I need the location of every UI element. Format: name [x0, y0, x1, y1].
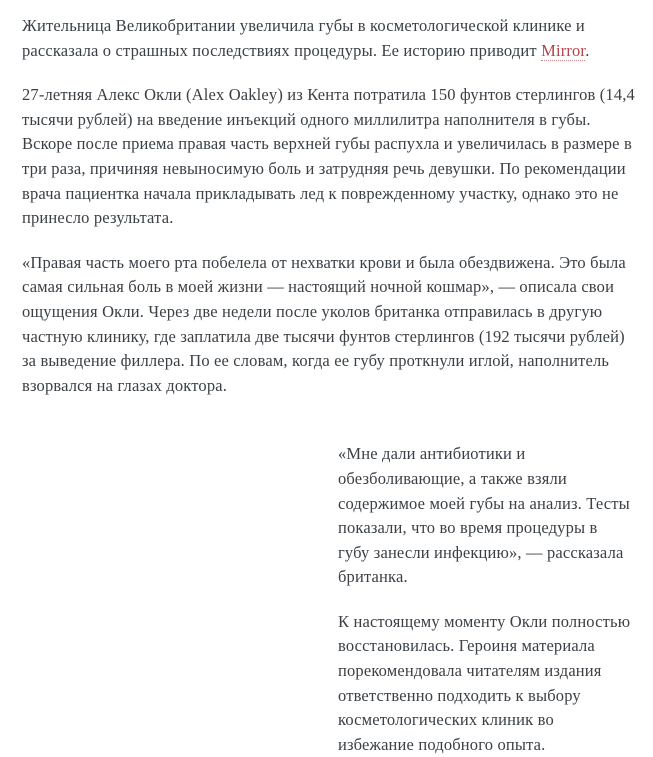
paragraph-body-2: «Правая часть моего рта побелела от нехватки крови и была обездвижена. Это была самая сильная боль в моей жизни — настоящий ночной кошмар», — описала свои ощущения Окли. Через две недели после уколов британка отправилась в другую частную клинику, где заплатила две тысячи фунтов стерлингов (192 тысячи рублей) за выведение филлера. По ее словам, когда ее губу проткнули иглой, наполнитель взорвался на глазах доктора. [22, 252, 626, 395]
lede-text-before-link: Жительница Великобритании увеличила губы в косметологической клинике и рассказала о страшных последствиях процедуры. Ее историю приводит [22, 16, 585, 60]
quote-block [338, 442, 632, 757]
quote-block-spacer [22, 418, 635, 442]
paragraph-quote-1: «Мне дали антибиотики и обезболивающие, а также взяли содержимое моей губы на анализ. Тесты показали, что во время процедуры в губу занесли инфекцию», — рассказала британка. [338, 444, 630, 587]
paragraph-quote-2: К настоящему моменту Окли полностью восстановилась. Героиня материала порекомендовала читателям издания ответственно подходить к выбору косметологических клиник во избежание подобного опыта. [338, 611, 631, 754]
paragraph-lede [22, 14, 636, 63]
source-link-mirror[interactable]: Mirror [541, 40, 586, 60]
lede-text-after-link: . [585, 40, 590, 60]
paragraph-body-1: 27-летняя Алекс Окли (Alex Oakley) из Кента потратила 150 фунтов стерлингов (14,4 тысячи рублей) на введение инъекций одного миллилитра наполнителя в губы. Вскоре после приема правая часть верхней губы распухла и увеличилась в размере в три раза, причиняя невыносимую боль и затрудняя речь девушки. По рекомендации врача пациентка начала прикладывать лед к поврежденному участку, однако это не принесло результата. [22, 85, 635, 228]
